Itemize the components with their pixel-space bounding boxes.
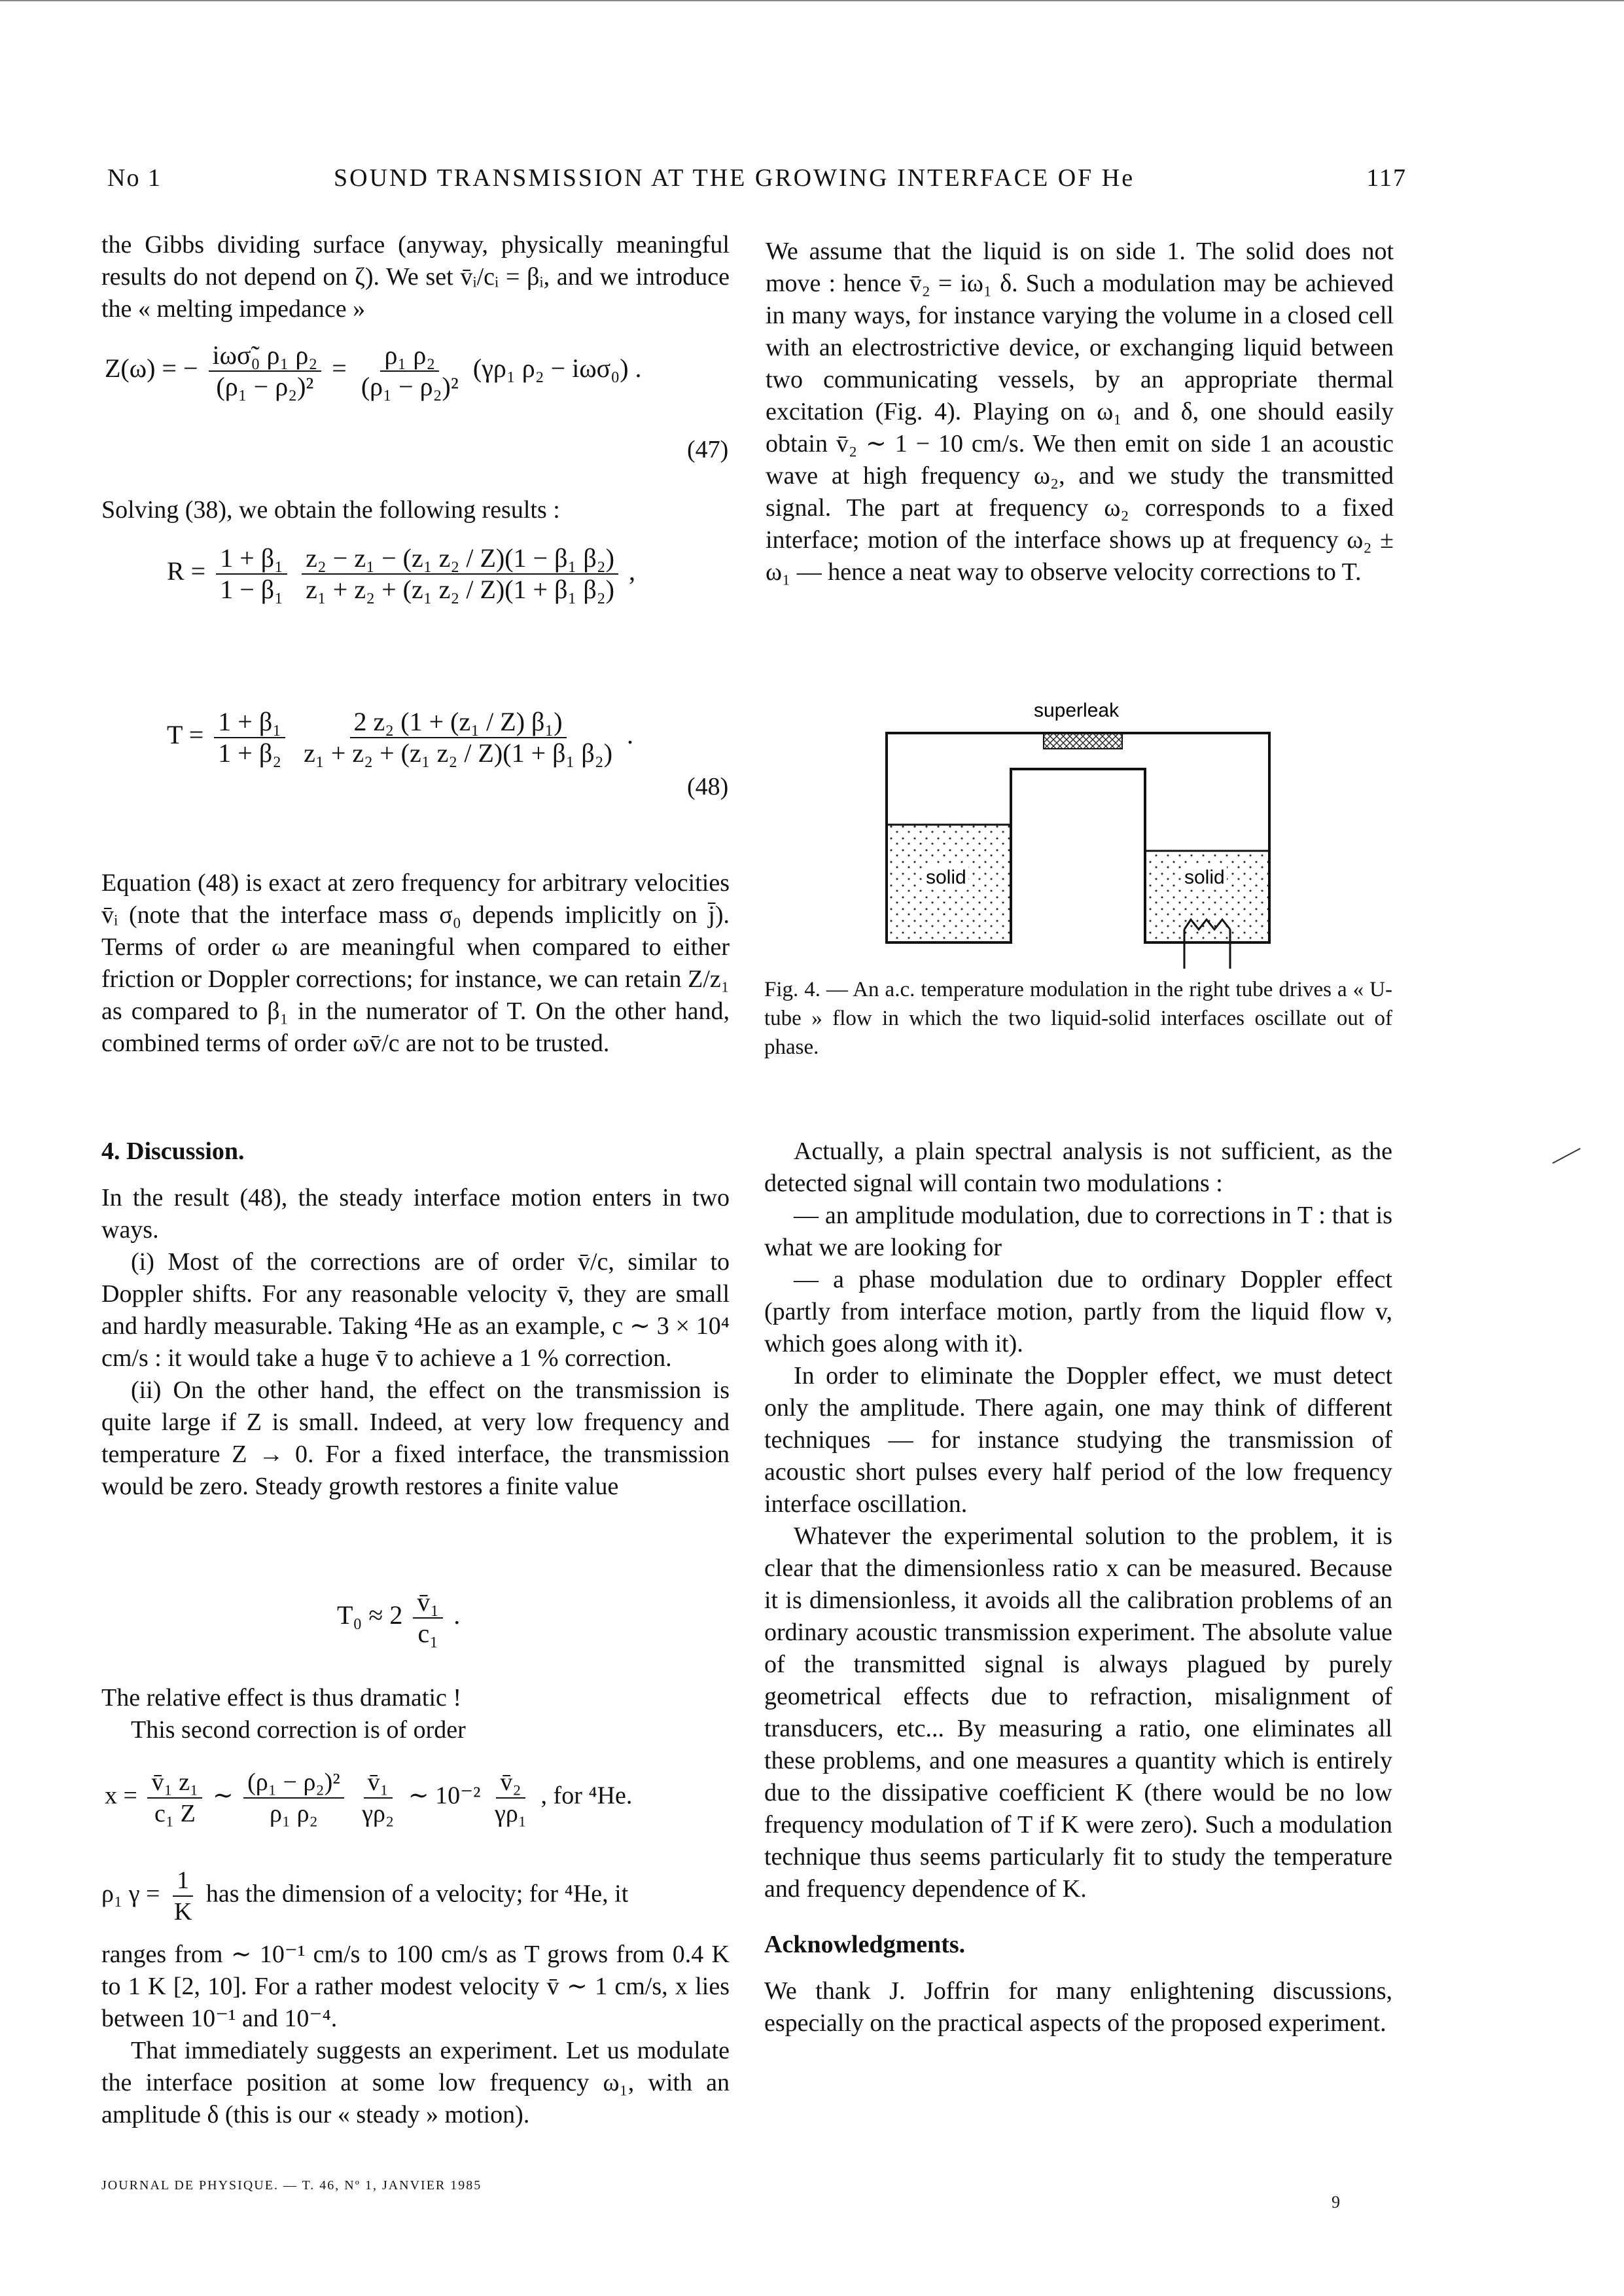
- top-rule: [0, 0, 1624, 1]
- eq-lhs: Z(ω) = −: [105, 353, 198, 384]
- eq-punct: ,: [629, 556, 636, 586]
- paragraph: We assume that the liquid is on side 1. The solid does not move : hence v̄₂ = iω₁ δ. Such a modulation may be achieved in many ways, for instance varying the volume in a closed cell with an electrostrictive device, or exchanging liquid between two communicating vessels, by an appropriate thermal excitation (Fig. 4). Playing on ω₁ and δ, one should easily obtain v̄₂ ∼ 1 − 10 cm/s. We then emit on side 1 an acoustic wave at high frequency ω₂, and we study the transmitted signal. The part at frequency ω₂ corresponds to a fixed interface; motion of the interface shows up at frequency ω₂ ± ω₁ — hence a neat way to observe velocity corrections to T.: [766, 238, 1394, 586]
- denominator: 1 − β₁: [220, 575, 284, 604]
- paragraph: In the result (48), the steady interface motion enters in two ways.: [101, 1184, 730, 1244]
- numerator: 1: [173, 1865, 193, 1897]
- equation-T0: [337, 1587, 460, 1649]
- right-solid-region: [1146, 851, 1268, 941]
- superleak-label: superleak: [1034, 700, 1120, 721]
- fraction: [413, 1587, 443, 1649]
- fraction: [491, 1767, 531, 1829]
- eq-operator: ∼: [212, 1782, 234, 1810]
- numerator: ρ₁ ρ₂: [380, 340, 439, 372]
- paragraph: That immediately suggests an experiment. Let us modulate the interface position at some low frequency ω₁, with an amplitude δ (this is our « steady » motion).: [101, 2037, 730, 2128]
- denominator: c₁ Z: [154, 1800, 196, 1827]
- eq-lhs: T =: [167, 720, 204, 750]
- numerator: (ρ₁ − ρ₂)²: [243, 1767, 344, 1799]
- paragraph: In order to eliminate the Doppler effect, we must detect only the amplitude. There again, one may think of different techniques — for instance studying the transmission of acoustic short pulses every half period of the low frequency interface oscillation.: [764, 1362, 1392, 1518]
- paragraph-block: [101, 867, 730, 1060]
- denominator: K: [173, 1898, 192, 1926]
- numerator: v̄₂: [496, 1767, 525, 1799]
- equation-R: [167, 543, 635, 605]
- eq-tail: (γρ₁ ρ₂ − iωσ₀) .: [472, 353, 642, 384]
- solid-left-label: solid: [926, 867, 966, 888]
- equation-47: Z(ω) = − $\frac{\text{iωσ̃₀ ρ₁ ρ₂}}{\text{(ρ₁ − ρ₂)²}}$ = $\frac{\text{ρ₁ ρ₂}}{\text{(ρ₁ − ρ₂)²}}$ (γρ₁ ρ₂ − iωσ₀) .: [105, 340, 642, 401]
- numerator: 1 + β₁: [216, 543, 287, 575]
- eq-punct: .: [627, 720, 634, 750]
- numerator: z₂ − z₁ − (z₁ z₂ / Z)(1 − β₁ β₂): [302, 543, 618, 575]
- equation-rho-gamma: [101, 1865, 628, 1927]
- eq-lhs: T₀ ≈ 2: [337, 1600, 403, 1630]
- fraction: [147, 1767, 202, 1829]
- figure-4-diagram: [877, 694, 1282, 982]
- equation-x: [105, 1767, 632, 1829]
- equation-T: [167, 707, 633, 768]
- paragraph-block: [101, 494, 730, 526]
- sheet-number: 9: [1332, 2193, 1340, 2212]
- denominator: γρ₂: [362, 1800, 395, 1827]
- equation-number: (48): [687, 773, 729, 800]
- denominator: γρ₁: [495, 1800, 527, 1827]
- denominator: (ρ₁ − ρ₂)²: [361, 372, 459, 401]
- eq-lhs: ρ₁ γ =: [101, 1880, 160, 1908]
- margin-pencil-mark: [1552, 1148, 1580, 1164]
- paragraph: We thank J. Joffrin for many enlightening discussions, especially on the practical aspects of the proposed experiment.: [764, 1977, 1392, 2037]
- fraction: [243, 1767, 344, 1829]
- denominator: z₁ + z₂ + (z₁ z₂ / Z)(1 + β₁ β₂): [306, 575, 615, 604]
- paragraph: Solving (38), we obtain the following results :: [101, 496, 560, 524]
- right-column-top: [766, 236, 1394, 588]
- eq-operator: ∼ 10⁻²: [408, 1782, 481, 1810]
- paragraph: (ii) On the other hand, the effect on the transmission is quite large if Z is small. Indeed, at very low frequency and temperature Z → 0. For a fixed interface, the transmission would be zero. Steady growth restores a finite value: [101, 1376, 730, 1500]
- eq-punct: .: [453, 1600, 461, 1630]
- numerator: 1 + β₁: [214, 707, 285, 738]
- denominator: ρ₁ ρ₂: [269, 1800, 318, 1827]
- issue-number: No 1: [107, 164, 162, 192]
- running-title: SOUND TRANSMISSION AT THE GROWING INTERFACE OF He: [334, 164, 1135, 192]
- denominator: c₁: [417, 1619, 439, 1648]
- paragraph: Actually, a plain spectral analysis is not sufficient, as the detected signal will contain two modulations :: [764, 1138, 1392, 1197]
- eq-tail: , for ⁴He.: [540, 1782, 633, 1810]
- paragraph: This second correction is of order: [131, 1716, 466, 1744]
- fraction: [357, 340, 463, 402]
- denominator: z₁ + z₂ + (z₁ z₂ / Z)(1 + β₁ β₂): [304, 738, 613, 768]
- numerator: v̄₁: [364, 1767, 393, 1799]
- left-column-top: [101, 229, 730, 325]
- eq-tail: has the dimension of a velocity; for ⁴He, it: [205, 1880, 629, 1908]
- paragraph: the Gibbs dividing surface (anyway, physically meaningful results do not depend on ζ). We set v̄ᵢ/cᵢ = βᵢ, and we introduce the « melting impedance »: [101, 231, 730, 323]
- eq-lhs: x =: [105, 1782, 137, 1810]
- numerator: v̄₁: [413, 1587, 443, 1619]
- fraction: [216, 543, 287, 605]
- paragraph: ranges from ∼ 10⁻¹ cm/s to 100 cm/s as T grows from 0.4 K to 1 K [2, 10]. For a rather modest velocity v̄ ∼ 1 cm/s, x lies between 10⁻¹ and 10⁻⁴.: [101, 1941, 730, 2032]
- paragraph: (i) Most of the corrections are of order v̄/c, similar to Doppler shifts. For any reasonable velocity v̄, they are small and hardly measurable. Taking ⁴He as an example, c ∼ 3 × 10⁴ cm/s : it would take a huge v̄ to achieve a 1 % correction.: [101, 1248, 730, 1372]
- paragraph-block: [101, 1682, 730, 1746]
- denominator: (ρ₁ − ρ₂)²: [216, 372, 314, 401]
- fraction: [300, 707, 616, 768]
- solid-right-label: solid: [1184, 867, 1225, 888]
- paragraph: Whatever the experimental solution to the problem, it is clear that the dimensionless ratio x can be measured. Because it is dimensionless, it avoids all the calibration problems of an ordinary acoustic transmission experiment. The absolute value of the transmitted signal is always plagued by purely geometrical effects due to refraction, misalignment of transducers, etc... By measuring a ratio, one eliminates all these problems, and one measures a quantity which is entirely due to the dissipative coefficient K (there would be no low frequency modulation of T if K were zero). Such a modulation technique thus seems particularly fit to study the temperature and frequency dependence of K.: [764, 1522, 1392, 1903]
- right-column-bottom: [764, 1136, 1392, 2039]
- fraction: [358, 1767, 398, 1829]
- running-header: [105, 164, 1407, 203]
- numerator: v̄₁ z₁: [147, 1767, 202, 1799]
- fraction: [302, 543, 618, 605]
- page-number: 117: [1366, 164, 1407, 192]
- denominator: 1 + β₂: [218, 738, 282, 768]
- paragraph: — an amplitude modulation, due to corrections in T : that is what we are looking for: [764, 1202, 1392, 1261]
- journal-footer: JOURNAL DE PHYSIQUE. — T. 46, Nº 1, JANVIER 1985: [101, 2178, 482, 2193]
- section-heading: Acknowledgments.: [764, 1931, 966, 1958]
- paragraph-block: [101, 1939, 730, 2131]
- paragraph: — a phase modulation due to ordinary Doppler effect (partly from interface motion, partly from the liquid flow v, which goes along with it).: [764, 1266, 1392, 1357]
- fraction: [214, 707, 285, 768]
- fraction: [209, 340, 322, 402]
- left-column-bottom: [101, 1136, 730, 1503]
- paragraph: The relative effect is thus dramatic !: [101, 1684, 462, 1712]
- eq-lhs: R =: [167, 556, 206, 586]
- numerator: 2 z₂ (1 + (z₁ / Z) β₁): [350, 707, 567, 738]
- paragraph: Equation (48) is exact at zero frequency for arbitrary velocities v̄ᵢ (note that the interface mass σ₀ depends implicitly on j̄). Terms of order ω are meaningful when compared to either friction or Doppler corrections; for instance, we can retain Z/z₁ as compared to β₁ in the numerator of T. On the other hand, combined terms of order ωv̄/c are not to be trusted.: [101, 869, 730, 1057]
- numerator: iωσ̃₀ ρ₁ ρ₂: [209, 340, 322, 372]
- figure-caption: Fig. 4. — An a.c. temperature modulation in the right tube drives a « U-tube » flow in which the two liquid-solid interfaces oscillate out of phase.: [764, 978, 1392, 1059]
- fraction: [170, 1865, 196, 1927]
- superleak-plug: [1044, 733, 1122, 749]
- section-heading: 4. Discussion.: [101, 1138, 245, 1165]
- equation-number: (47): [687, 436, 729, 463]
